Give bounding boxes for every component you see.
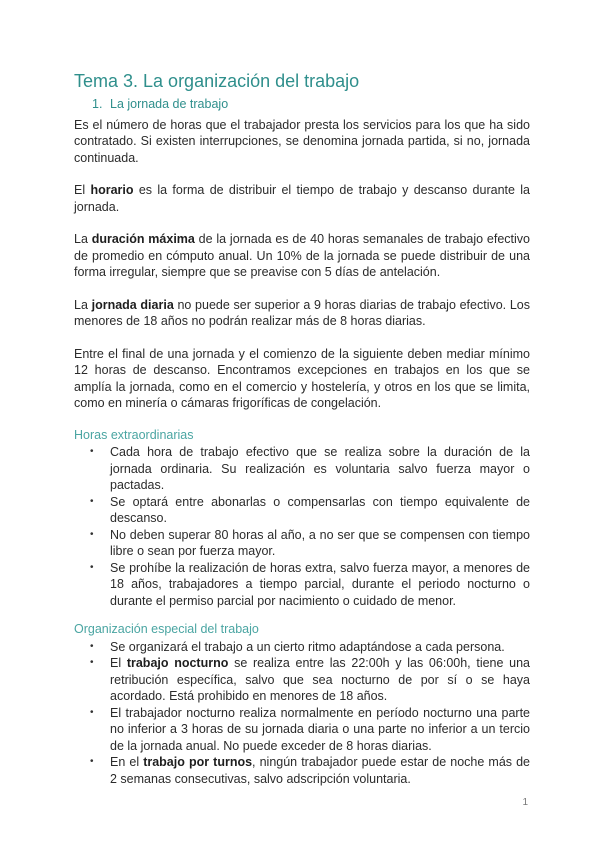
text-run: La [74, 232, 92, 246]
text-run: Entre el final de una jornada y el comienzo de la siguiente deben mediar mínimo 12 horas de descanso. Encontramos excepciones en trabajos en los que se amplía la jornada, como en el comercio y hostelería, y otros en los que se limita, como en minería o cámaras frigoríficas de congelación. [74, 346, 530, 410]
paragraphs [74, 117, 530, 412]
text-run: no puede ser superior a 9 horas diarias de trabajo efectivo. Los menores de 18 años no podrán realizar más de 8 horas diarias. [74, 297, 530, 328]
list-item [74, 444, 530, 494]
bullet-icon: • [90, 706, 94, 718]
page-number: 1 [522, 797, 528, 808]
paragraph [74, 346, 530, 412]
text-run: Se prohíbe la realización de horas extra, salvo fuerza mayor, a menores de 18 años, trabajadores a tiempo parcial, durante el periodo nocturno o durante el permiso parcial por nacimiento o cuidado de menor. [110, 560, 530, 608]
subtitle-text: La jornada de trabajo [110, 97, 229, 111]
text-run: Se optará entre abonarlas o compensarlas con tiempo equivalente de descanso. [110, 494, 530, 525]
bold-term: trabajo por turnos [143, 755, 253, 769]
list-item [74, 754, 530, 787]
text-run: Se organizará el trabajo a un cierto ritmo adaptándose a cada persona. [110, 639, 505, 654]
bold-term: jornada diaria [91, 297, 174, 312]
subtitle-number: 1. [92, 97, 103, 111]
bullet-icon: • [90, 528, 94, 540]
list-item [74, 560, 530, 610]
bullet-sections [74, 427, 530, 788]
bullet-icon: • [90, 657, 94, 668]
list-item [74, 639, 530, 656]
text-run: El [110, 656, 127, 670]
text-run: , ningún trabajador puede estar de noche más de 2 semanas consecutivas, salvo adscripción voluntaria. [110, 755, 530, 786]
text-run: No deben superar 80 horas al año, a no ser que se compensen con tiempo libre o sean por fuerza mayor. [110, 527, 530, 558]
text-run: La [74, 297, 92, 312]
section-heading: Horas extraordinarias [74, 427, 194, 442]
paragraph [74, 182, 530, 215]
bold-term: duración máxima [91, 232, 195, 246]
document-title: Tema 3. La organización del trabajo [74, 71, 360, 91]
bold-term: trabajo nocturno [126, 656, 229, 670]
text-run: de la jornada es de 40 horas semanales de trabajo efectivo de promedio en cómputo anual. Un 10% de la jornada se puede distribuir de una forma irregular, siempre que se preavise con 5 días de antelación. [74, 232, 530, 279]
paragraph [74, 297, 530, 330]
list-item [74, 527, 530, 560]
text-run: Es el número de horas que el trabajador presta los servicios para los que ha sido contratado. Si existen interrupciones, se denomina jornada partida, si no, jornada continuada. [74, 117, 530, 165]
bold-term: horario [90, 183, 134, 197]
text-run: se realiza entre las 22:00h y las 06:00h, tiene una retribución específica, salvo que sea nocturno de por sí o se haya acordado. Está prohibido en menores de 18 años. [110, 656, 531, 703]
bullet-icon: • [90, 756, 94, 767]
bullet-list [74, 639, 530, 788]
text-run: El trabajador nocturno realiza normalmente en período nocturno una parte no inferior a 3 horas de su jornada diaria o una parte no inferior a un tercio de la jornada anual. No puede exceder de 8 horas diarias. [110, 705, 530, 753]
text-run: En el [110, 755, 144, 769]
document-page [74, 70, 530, 799]
section-subtitle [92, 96, 530, 113]
list-item [74, 705, 530, 755]
text-run: es la forma de distribuir el tiempo de trabajo y descanso durante la jornada. [74, 183, 530, 214]
bullet-list [74, 444, 530, 609]
bullet-icon: • [90, 446, 94, 457]
bullet-icon: • [90, 495, 94, 507]
paragraph [74, 117, 530, 167]
list-item [74, 494, 530, 527]
bullet-icon: • [90, 561, 94, 573]
paragraph [74, 231, 530, 281]
text-run: Cada hora de trabajo efectivo que se realiza sobre la duración de la jornada ordinaria. Su realización es voluntaria salvo fuerza mayor o pactadas. [110, 445, 530, 492]
bullet-icon: • [90, 640, 94, 652]
text-run: El [74, 183, 91, 197]
list-item [74, 655, 530, 705]
section-heading: Organización especial del trabajo [74, 622, 259, 636]
